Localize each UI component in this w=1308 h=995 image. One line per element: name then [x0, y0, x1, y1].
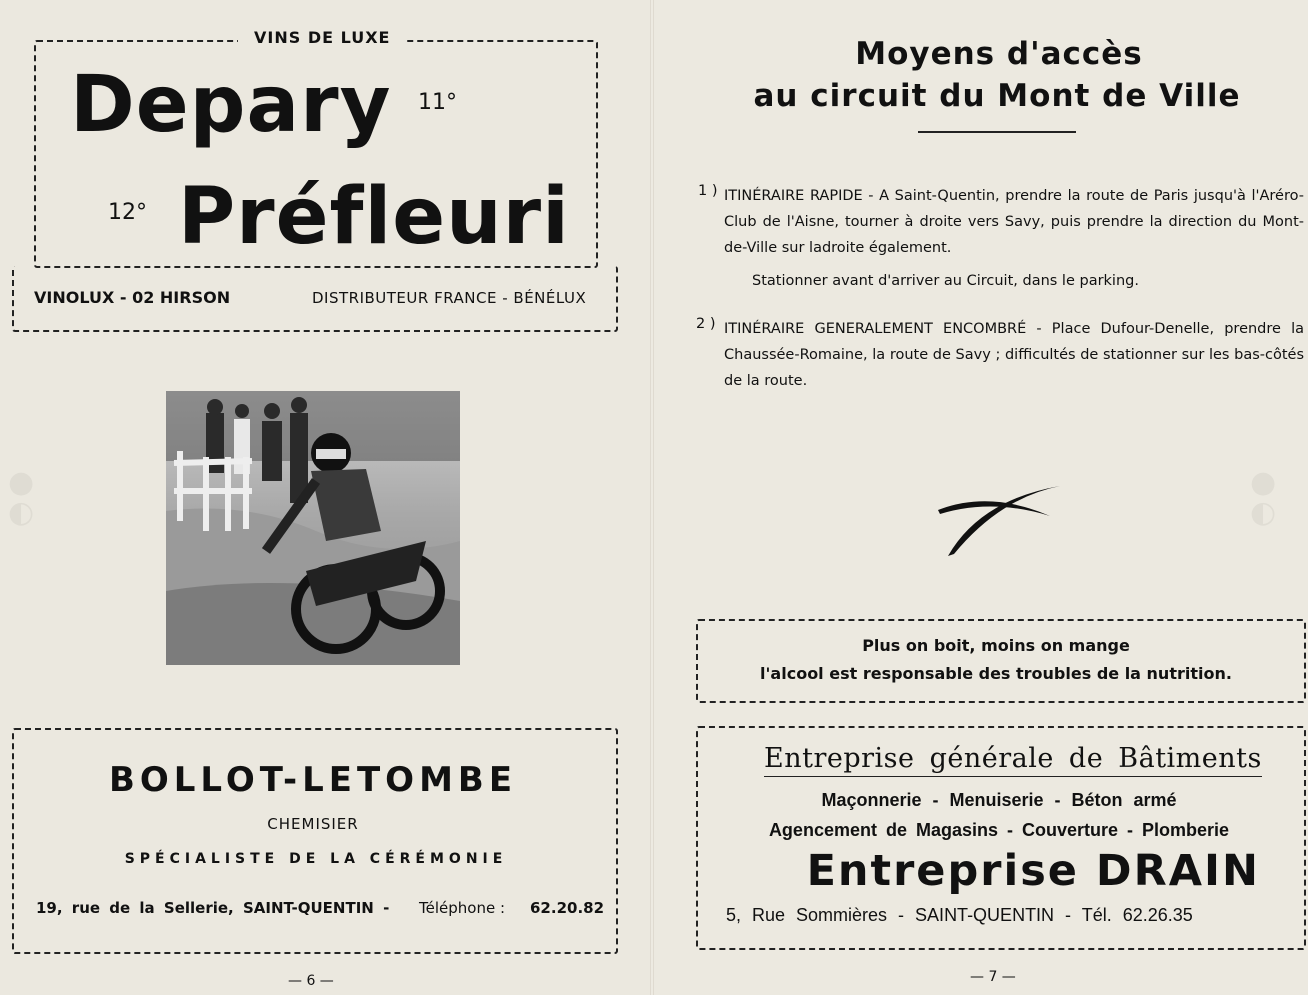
alcohol-warning-frame — [696, 619, 1306, 703]
wine2-name: Préfleuri — [178, 172, 570, 262]
page-gutter — [650, 0, 654, 995]
bollot-specialty: SPÉCIALISTE DE LA CÉRÉMONIE — [124, 851, 508, 867]
access-title-line1: Moyens d'accès — [855, 36, 1143, 72]
bollot-phone-label: Téléphone : — [419, 899, 506, 917]
title-rule — [918, 131, 1076, 133]
motocross-photo — [166, 391, 460, 665]
drain-address: 5, Rue Sommières - SAINT-QUENTIN - Tél. 62.26.35 — [726, 905, 1193, 925]
page-number-right: — 7 — — [970, 969, 1016, 985]
alcohol-warning-line2: l'alcool est responsable des troubles de la nutrition. — [760, 664, 1232, 683]
itinerary2-number: 2 ) — [696, 316, 716, 332]
depary-ad-header: VINS DE LUXE — [238, 28, 406, 47]
drain-company-name: Entreprise DRAIN — [806, 846, 1260, 896]
distributor-label: DISTRIBUTEUR FRANCE - BÉNÉLUX — [312, 289, 587, 307]
bollot-phone: 62.20.82 — [530, 899, 605, 917]
drain-services-line1: Maçonnerie - Menuiserie - Béton armé — [821, 790, 1177, 810]
access-title-line2: au circuit du Mont de Ville — [753, 78, 1241, 114]
itinerary1-number: 1 ) — [698, 183, 718, 199]
watermark: ● ◐ — [1250, 465, 1277, 530]
parking-note: Stationner avant d'arriver au Circuit, dans le parking. — [752, 273, 1139, 289]
bollot-trade: CHEMISIER — [267, 815, 359, 833]
bollot-address: 19, rue de la Sellerie, SAINT-QUENTIN - — [36, 899, 390, 917]
itinerary2-text: ITINÉRAIRE GENERALEMENT ENCOMBRÉ - Place Dufour-Denelle, prendre la Chaussée-Romaine, la route de Savy ; difficultés de stationner sur les bas-côtés de la route. — [724, 321, 1304, 389]
drain-services-line2: Agencement de Magasins - Couverture - Plomberie — [768, 820, 1230, 840]
wine2-cru: 12° — [108, 200, 147, 225]
motocross-photo-image — [166, 391, 460, 665]
itinerary1-text: ITINÉRAIRE RAPIDE - A Saint-Quentin, prendre la route de Paris jusqu'à l'Aréro-Club de l'Aisne, tourner à droite vers Savy, puis prendre la direction du Mont-de-Ville sur ladroite également. — [724, 188, 1304, 256]
drain-heading: Entreprise générale de Bâtiments — [764, 743, 1262, 777]
alcohol-warning-line1: Plus on boit, moins on mange — [862, 636, 1130, 655]
watermark: ● ◐ — [8, 465, 35, 530]
wine1-name: Depary — [70, 60, 392, 150]
wine1-cru: 11° — [418, 90, 457, 115]
vinolux-company: VINOLUX - 02 HIRSON — [34, 288, 231, 307]
bollot-name: BOLLOT-LETOMBE — [108, 760, 518, 800]
swoosh-ornament-icon — [930, 480, 1070, 564]
page-number-left: — 6 — — [288, 973, 334, 989]
